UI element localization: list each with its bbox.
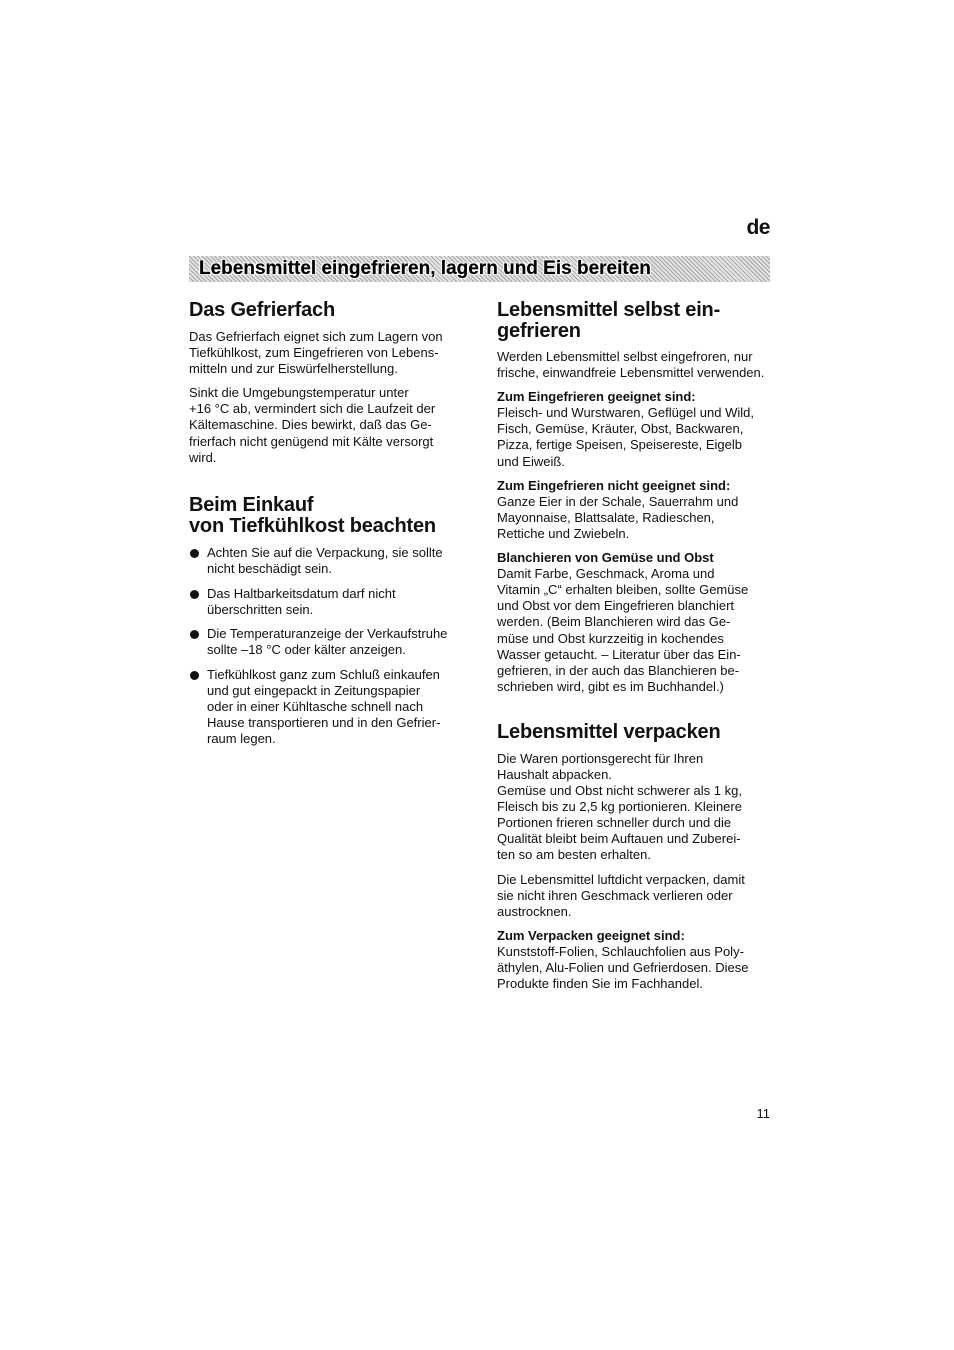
info-block bbox=[497, 478, 773, 542]
bullet-list bbox=[189, 545, 461, 748]
paragraph: Werden Lebensmittel selbst eingefroren, nur frische, einwandfreie Lebensmittel verwenden. bbox=[497, 349, 765, 381]
list-item bbox=[189, 545, 461, 577]
info-block bbox=[497, 550, 773, 695]
section-title-verpacken: Lebensmittel verpacken bbox=[497, 720, 721, 743]
block-text: Fleisch- und Wurstwaren, Geflügel und Wild, Fisch, Gemüse, Kräuter, Obst, Backwaren, Pizza, fertige Speisen, Speisereste, Eigelb und Eiweiß. bbox=[497, 405, 754, 469]
section-banner bbox=[189, 256, 770, 282]
info-block bbox=[497, 389, 773, 469]
block-heading: Zum Eingefrieren geeignet sind: bbox=[497, 389, 696, 405]
list-item-text: Achten Sie auf die Verpackung, sie sollte nicht beschädigt sein. bbox=[207, 544, 443, 576]
language-tag: de bbox=[746, 216, 770, 239]
list-item bbox=[189, 667, 461, 747]
block-heading: Zum Verpacken geeignet sind: bbox=[497, 927, 685, 943]
list-item-text: Tiefkühlkost ganz zum Schluß einkaufen und gut eingepackt in Zeitungspapier oder in einer Kühltasche schnell nach Hause transportieren und in den Gefrier- raum legen. bbox=[207, 667, 441, 747]
bullet-icon bbox=[190, 671, 199, 680]
banner-title: Lebensmittel eingefrieren, lagern und Eis bereiten bbox=[199, 258, 651, 279]
list-item bbox=[189, 586, 461, 618]
block-heading: Zum Eingefrieren nicht geeignet sind: bbox=[497, 477, 731, 493]
paragraph: Die Waren portionsgerecht für Ihren Haushalt abpacken. Gemüse und Obst nicht schwerer als 1 kg, Fleisch bis zu 2,5 kg portionieren. Kleinere Portionen frieren schneller durch und die Qualität bleibt beim Auftauen und Zuberei- ten so am besten erhalten. bbox=[497, 750, 742, 863]
list-item-text: Das Haltbarkeitsdatum darf nicht überschritten sein. bbox=[207, 585, 396, 617]
paragraph: Das Gefrierfach eignet sich zum Lagern von Tiefkühlkost, zum Eingefrieren von Lebens- mitteln und zur Eiswürfelherstellung. bbox=[189, 329, 443, 377]
section-title-gefrierfach: Das Gefrierfach bbox=[189, 299, 335, 321]
info-block bbox=[497, 928, 773, 992]
bullet-icon bbox=[190, 590, 199, 599]
list-item-text: Die Temperaturanzeige der Verkaufstruhe sollte –18 °C oder kälter anzeigen. bbox=[207, 626, 448, 658]
paragraph: Die Lebensmittel luftdicht verpacken, damit sie nicht ihren Geschmack verlieren oder austrocknen. bbox=[497, 871, 745, 919]
right-column bbox=[497, 300, 773, 1000]
paragraph: Sinkt die Umgebungstemperatur unter +16 °C ab, vermindert sich die Laufzeit der Kältemaschine. Dies bewirkt, daß das Ge- frierfach nicht genügend mit Kälte versorgt wird. bbox=[189, 385, 436, 465]
section-title-einkauf: Beim Einkauf von Tiefkühlkost beachten bbox=[189, 493, 436, 537]
block-text: Kunststoff-Folien, Schlauchfolien aus Poly- äthylen, Alu-Folien und Gefrierdosen. Diese Produkte finden Sie im Fachhandel. bbox=[497, 943, 749, 992]
left-column bbox=[189, 300, 461, 756]
block-text: Damit Farbe, Geschmack, Aroma und Vitamin „C“ erhalten bleiben, sollte Gemüse und Obst vor dem Eingefrieren blanchiert werden. (Beim Blanchieren wird das Ge- müse und Obst kurzzeitig in kochendes Wasser getaucht. – Literatur über das Ein- gefrieren, in der auch das Blanchieren be- schrieben wird, gibt es im Buchhandel.) bbox=[497, 566, 749, 694]
list-item bbox=[189, 626, 461, 658]
bullet-icon bbox=[190, 549, 199, 558]
block-text: Ganze Eier in der Schale, Sauerrahm und Mayonnaise, Blattsalate, Radieschen, Rettiche und Zwiebeln. bbox=[497, 493, 739, 541]
section-title-selbst-einfrieren: Lebensmittel selbst ein- gefrieren bbox=[497, 299, 721, 342]
block-heading: Blanchieren von Gemüse und Obst bbox=[497, 550, 714, 566]
page-number: 11 bbox=[756, 1106, 770, 1121]
bullet-icon bbox=[190, 630, 199, 639]
